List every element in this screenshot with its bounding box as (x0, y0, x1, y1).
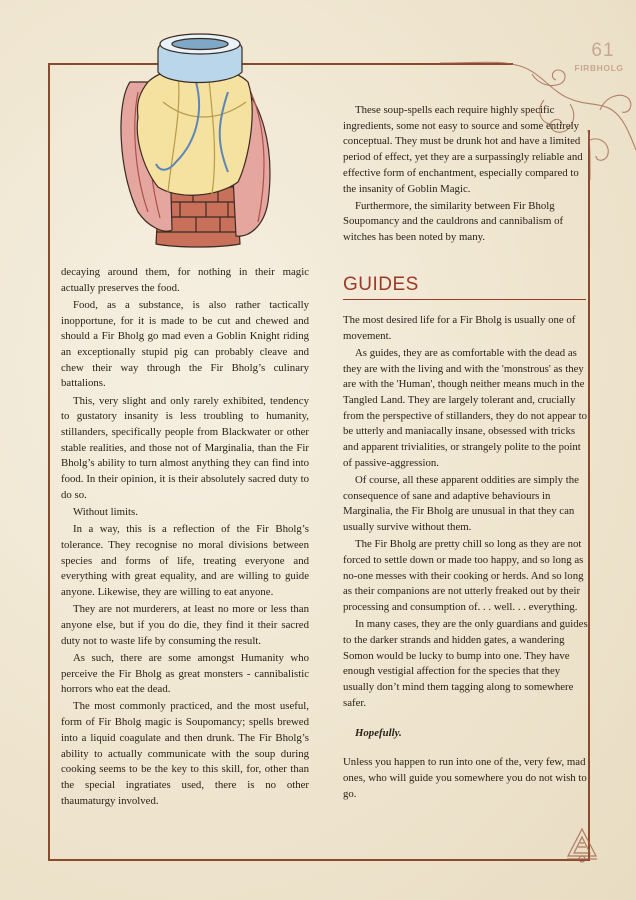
paragraph: The most desired life for a Fir Bholg is usually one of movement. (343, 314, 576, 342)
paragraph: The Fir Bholg are pretty chill so long as they are not forced to settle down or made too happy, and so long as no-one messes with their cooking or herds. And so long as their companions are not utterly freaked out by their processing and consumption of. . . well. . . everything. (343, 538, 584, 614)
paragraph: In a way, this is a reflection of the Fir Bholg’s tolerance. They recognise no moral divisions between species and forms of life, treating everyone and everything with great equality, and are willing to guide anyone. Likewise, they are willing to eat anyone. (61, 523, 309, 599)
chapter-label: FIRBHOLG (574, 63, 624, 73)
heading-underline (343, 299, 586, 300)
paragraph: Of course, all these apparent oddities are simply the consequence of sane and adaptive behaviours in Marginalia, the Fir Bholg are unusual in that they can usually survive without them. (343, 474, 579, 534)
emphasis-line: Hopefully. (355, 726, 402, 739)
section-heading-guides: GUIDES (343, 274, 419, 295)
soup-jar-illustration (108, 22, 284, 248)
paragraph: decaying around them, for nothing in their magic actually preserves the food. (61, 266, 309, 294)
paragraph: Furthermore, the similarity between Fir Bholg Soupomancy and the cauldrons and cannibalism of witches has been noted by many. (343, 199, 564, 244)
left-column-text (61, 265, 309, 811)
publisher-emblem-icon (563, 826, 601, 864)
guides-text (343, 313, 588, 804)
frame-left-line (48, 63, 50, 860)
paragraph: As such, there are some amongst Humanity who perceive the Fir Bholg as great monsters - cannibalistic horrors who eat the dead. (61, 651, 309, 696)
paragraph: They are not murderers, at least no more or less than anyone else, but if you do die, they find it their sacred duty not to waste life by consuming the result. (61, 603, 309, 647)
paragraph: The most commonly practiced, and the most useful, form of Fir Bholg magic is Soupomancy; spells brewed into a liquid coagulate and then drunk. The Fir Bholg’s ability to actually communicate with the soup during cooking seems to be the key to this skill, for, other than the special ingratiates used, there is no other thaumaturgy involved. (61, 700, 309, 807)
frame-bottom-line (48, 859, 590, 861)
paragraph: Food, as a substance, is also rather tactically inopportune, for it is made to be cut and chewed and should a Fir Bholg go mad even a Goblin Knight riding an exceptionally stupid pig can probably cleave and chew their way through the Fir Bholg’s culinary battalions. (61, 298, 309, 390)
paragraph: These soup-spells each require highly specific ingredients, some not easy to source and some entirely conceptual. They must be drunk hot and have a limited period of effect, yet they are a surpassingly reliable and effective form of enchantment, especially compared to the insanity of Goblin Magic. (343, 104, 583, 195)
paragraph: This, very slight and only rarely exhibited, tendency to gustatory insanity is less troubling to humanity, stillanders, specifically people from Blackwater or other stable realities, and those not of Marginalia, than the Fir Bholg’s ability to turn almost anything they can find into food. In their opinion, it is their absolutely sacred duty to do so. (61, 394, 309, 501)
paragraph: Without limits. (73, 506, 138, 519)
paragraph: Unless you happen to run into one of the, very few, mad ones, who will guide you somewhere you do not wish to go. (343, 756, 587, 800)
paragraph: As guides, they are as comfortable with the dead as they are with the living and with the 'monstrous' as they are with the 'Human', though neither means much in the Tangled Land. They are largely tolerant and, crucially from the perspective of stillanders, they do not appear to be utterly and maniacally insane, obsessed with tricks and apparent trivialities, or strangely polite to the point of passive-aggression. (343, 346, 588, 469)
right-top-text (343, 103, 588, 247)
frame-right-line (588, 130, 590, 860)
page-number: 61 (591, 40, 615, 61)
paragraph: In many cases, they are the only guardians and guides to the darker strands and hidden gates, a wandering Somon would be lucky to bump into one. They have enough vestigial affection for the species that they usually don’t mind them tagging along to somewhere safer. (343, 618, 588, 709)
